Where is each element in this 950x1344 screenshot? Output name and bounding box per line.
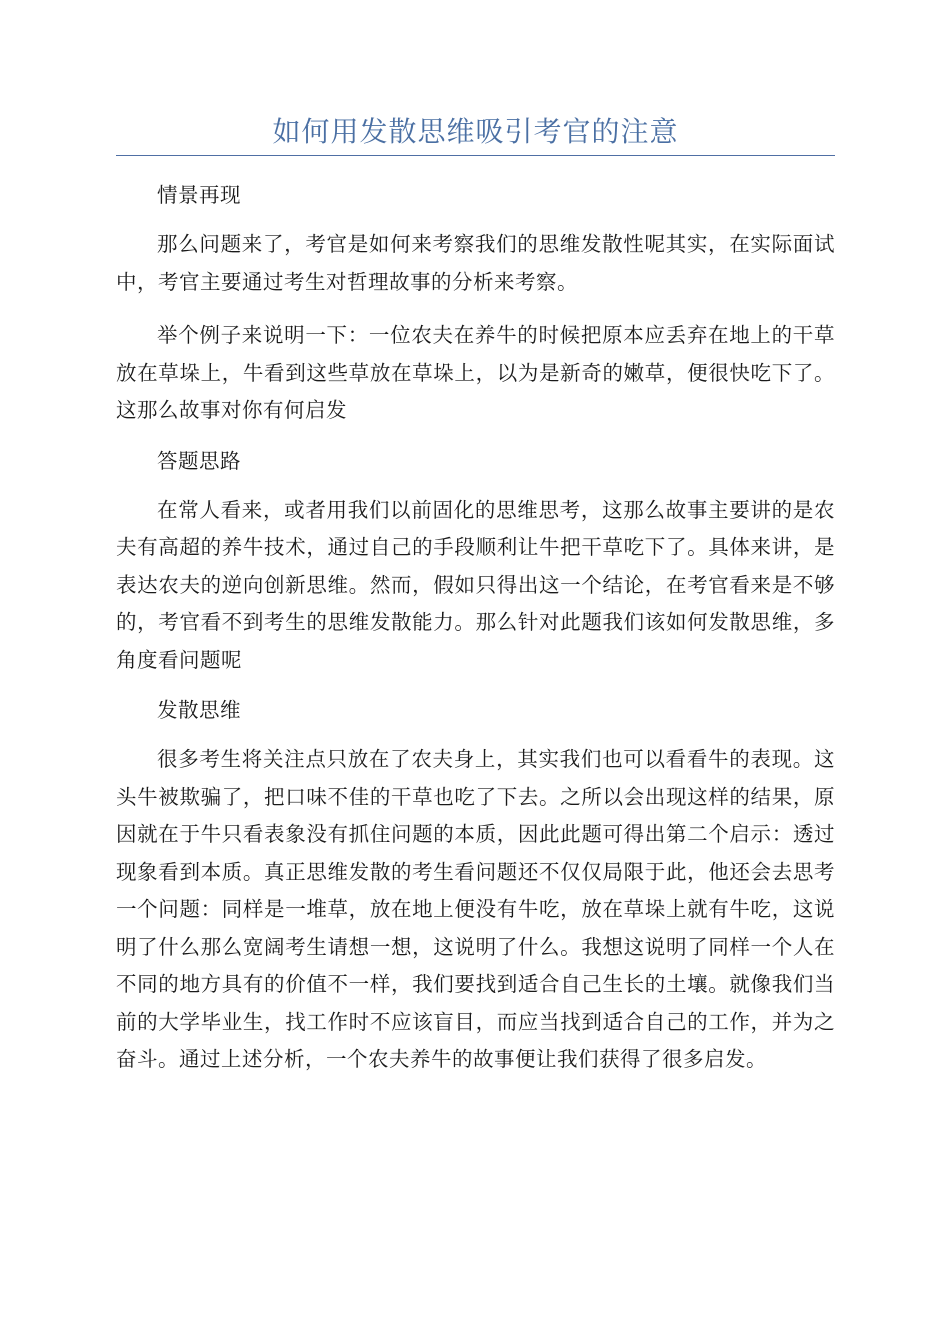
paragraph: 很多考生将关注点只放在了农夫身上，其实我们也可以看看牛的表现。这头牛被欺骗了，把口味不佳的干草也吃了下去。之所以会出现这样的结果，原因就在于牛只看表象没有抓住问题的本质，因此此题可得出第二个启示：透过现象看到本质。真正思维发散的考生看问题还不仅仅局限于此，他还会去思考一个问题：同样是一堆草，放在地上便没有牛吃，放在草垛上就有牛吃，这说明了什么那么宽阔考生请想一想，这说明了什么。我想这说明了同样一个人在不同的地方具有的价值不一样，我们要找到适合自己生长的土壤。就像我们当前的大学毕业生，找工作时不应该盲目，而应当找到适合自己的工作，并为之奋斗。通过上述分析，一个农夫养牛的故事便让我们获得了很多启发。 (116, 747, 835, 1071)
paragraph: 在常人看来，或者用我们以前固化的思维思考，这那么故事主要讲的是农夫有高超的养牛技术，通过自己的手段顺利让牛把干草吃下了。具体来讲，是表达农夫的逆向创新思维。然而，假如只得出这一个结论，在考官看来是不够的，考官看不到考生的思维发散能力。那么针对此题我们该如何发散思维，多角度看问题呢 (116, 497, 835, 672)
page-title: 如何用发散思维吸引考官的注意 (272, 115, 679, 148)
paragraph: 那么问题来了，考官是如何来考察我们的思维发散性呢其实，在实际面试中，考官主要通过考生对哲理故事的分析来考察。 (116, 232, 835, 294)
paragraph: 举个例子来说明一下：一位农夫在养牛的时候把原本应丢弃在地上的干草放在草垛上，牛看到这些草放在草垛上，以为是新奇的嫩草，便很快吃下了。这那么故事对你有何启发 (116, 323, 835, 422)
section-heading: 情景再现 (157, 183, 241, 207)
document-body (116, 180, 835, 1095)
title-block (116, 112, 835, 156)
section-heading: 发散思维 (157, 698, 241, 722)
section-heading: 答题思路 (157, 448, 241, 473)
title-underline (116, 155, 835, 156)
